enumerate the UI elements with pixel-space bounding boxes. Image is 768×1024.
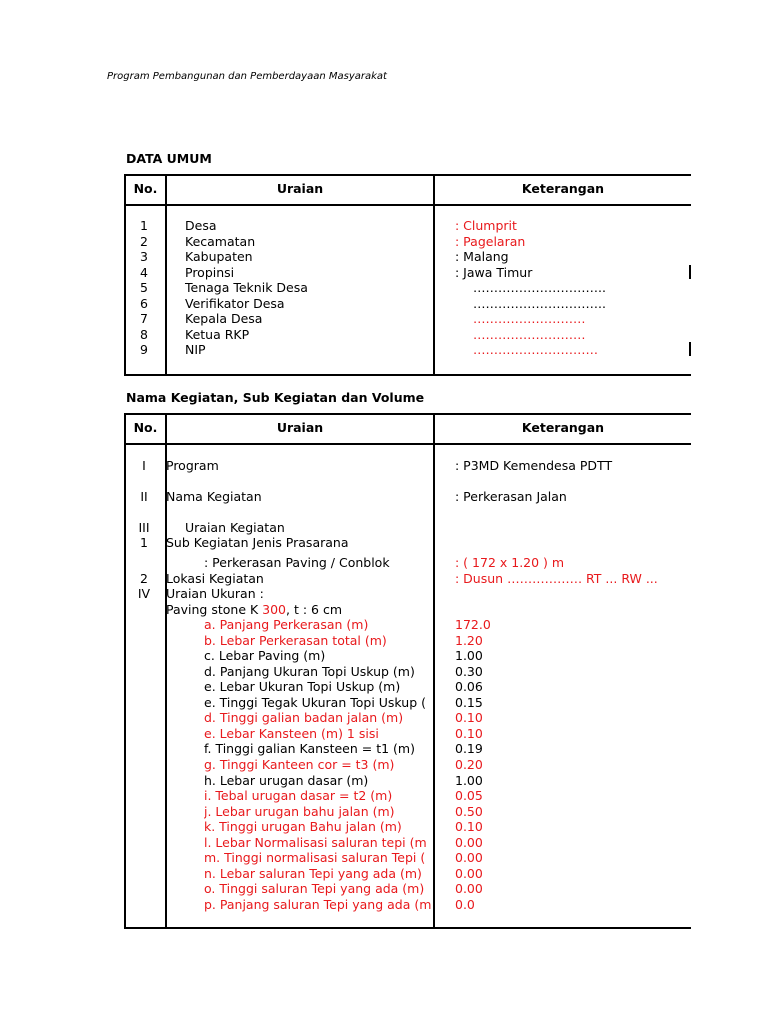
header-keterangan: Keterangan — [521, 181, 605, 196]
row-uraian: Ketua RKP — [185, 327, 250, 342]
row-no: 6 — [140, 296, 148, 311]
paving-k-value: 300 — [262, 602, 287, 617]
row-no: 1 — [140, 218, 148, 233]
item-label: n. Lebar saluran Tepi yang ada (m) — [204, 866, 422, 881]
row-keterangan: : Perkerasan Jalan — [455, 489, 567, 504]
item-value: 0.00 — [455, 866, 483, 881]
paving-suffix: , t : 6 cm — [286, 602, 342, 617]
item-label: o. Tinggi saluran Tepi yang ada (m) — [204, 881, 425, 896]
kegiatan-title: Nama Kegiatan, Sub Kegiatan dan Volume — [126, 390, 425, 405]
row-uraian: Tenaga Teknik Desa — [185, 280, 308, 295]
item-value: 0.05 — [455, 788, 483, 803]
row-uraian: Lokasi Kegiatan — [166, 571, 264, 586]
row-uraian: Uraian Ukuran : — [166, 586, 264, 601]
item-label: f. Tinggi galian Kansteen = t1 (m) — [204, 741, 415, 756]
paving-line — [166, 602, 342, 617]
row-uraian: NIP — [185, 342, 206, 357]
row-no: 7 — [140, 311, 148, 326]
row-no: IV — [137, 586, 151, 601]
item-label: k. Tinggi urugan Bahu jalan (m) — [204, 819, 402, 834]
row-uraian: : Perkerasan Paving / Conblok — [204, 555, 390, 570]
item-value: 0.06 — [455, 679, 483, 694]
item-label: l. Lebar Normalisasi saluran tepi (m — [204, 835, 427, 850]
item-value: 172.0 — [455, 617, 491, 632]
row-keterangan: : P3MD Kemendesa PDTT — [455, 458, 613, 473]
item-value: 0.00 — [455, 835, 483, 850]
item-label: b. Lebar Perkerasan total (m) — [204, 633, 387, 648]
item-label: c. Lebar Paving (m) — [204, 648, 326, 663]
header-keterangan: Keterangan — [521, 420, 605, 435]
row-uraian: Nama Kegiatan — [166, 489, 262, 504]
row-keterangan: ……………………… — [473, 327, 586, 342]
row-no: 2 — [140, 234, 148, 249]
item-label: j. Lebar urugan bahu jalan (m) — [204, 804, 395, 819]
item-label: p. Panjang saluran Tepi yang ada (m — [204, 897, 432, 912]
row-uraian: Kepala Desa — [185, 311, 263, 326]
item-label: m. Tinggi normalisasi saluran Tepi ( — [204, 850, 426, 865]
row-no: 5 — [140, 280, 148, 295]
row-keterangan: : Jawa Timur — [455, 265, 533, 280]
row-no: I — [142, 458, 146, 473]
row-uraian: Desa — [185, 218, 217, 233]
row-keterangan: : Malang — [455, 249, 509, 264]
row-keterangan: ………………………… — [473, 342, 598, 357]
item-value: 0.10 — [455, 819, 483, 834]
row-no: 1 — [140, 535, 148, 550]
item-label: e. Tinggi Tegak Ukuran Topi Uskup ( — [204, 695, 426, 710]
item-label: d. Panjang Ukuran Topi Uskup (m) — [204, 664, 415, 679]
row-keterangan: ………………………….. — [473, 280, 606, 295]
row-no: 3 — [140, 249, 148, 264]
item-value: 0.50 — [455, 804, 483, 819]
header-no: No. — [133, 181, 158, 196]
data-umum-title: DATA UMUM — [126, 151, 212, 166]
header-no: No. — [133, 420, 158, 435]
row-keterangan: ……………………… — [473, 311, 586, 326]
row-no: III — [138, 520, 150, 535]
row-uraian: Kecamatan — [185, 234, 256, 249]
header-uraian: Uraian — [276, 420, 324, 435]
row-no: 9 — [140, 342, 148, 357]
item-value: 0.10 — [455, 726, 483, 741]
row-uraian: Verifikator Desa — [185, 296, 285, 311]
row-keterangan: ………………………….. — [473, 296, 606, 311]
item-value: 0.20 — [455, 757, 483, 772]
row-no: II — [140, 489, 148, 504]
paving-prefix: Paving stone K — [166, 602, 263, 617]
row-no: 8 — [140, 327, 148, 342]
item-label: a. Panjang Perkerasan (m) — [204, 617, 369, 632]
row-no: 2 — [140, 571, 148, 586]
item-value: 0.00 — [455, 850, 483, 865]
row-keterangan: : ( 172 x 1.20 ) m — [455, 555, 565, 570]
margin-marker — [689, 265, 691, 279]
row-uraian: Program — [166, 458, 219, 473]
item-value: 1.20 — [455, 633, 483, 648]
row-uraian: Kabupaten — [185, 249, 253, 264]
item-value: 1.00 — [455, 773, 483, 788]
item-value: 0.0 — [455, 897, 475, 912]
item-value: 0.19 — [455, 741, 483, 756]
row-uraian: Sub Kegiatan Jenis Prasarana — [166, 535, 349, 550]
header-uraian: Uraian — [276, 181, 324, 196]
item-label: h. Lebar urugan dasar (m) — [204, 773, 369, 788]
row-keterangan: : Clumprit — [455, 218, 517, 233]
item-value: 0.00 — [455, 881, 483, 896]
row-uraian: Propinsi — [185, 265, 235, 280]
item-value: 0.30 — [455, 664, 483, 679]
item-value: 0.10 — [455, 710, 483, 725]
row-keterangan: : Dusun ……………… RT ... RW ... — [455, 571, 658, 586]
row-uraian: Uraian Kegiatan — [185, 520, 285, 535]
item-value: 0.15 — [455, 695, 483, 710]
item-label: e. Lebar Kansteen (m) 1 sisi — [204, 726, 379, 741]
item-label: g. Tinggi Kanteen cor = t3 (m) — [204, 757, 395, 772]
item-label: e. Lebar Ukuran Topi Uskup (m) — [204, 679, 401, 694]
item-value: 1.00 — [455, 648, 483, 663]
margin-marker — [689, 342, 691, 356]
row-no: 4 — [140, 265, 148, 280]
document-header: Program Pembangunan dan Pemberdayaan Masyarakat — [107, 71, 387, 82]
item-label: i. Tebal urugan dasar = t2 (m) — [204, 788, 393, 803]
row-keterangan: : Pagelaran — [455, 234, 526, 249]
item-label: d. Tinggi galian badan jalan (m) — [204, 710, 404, 725]
